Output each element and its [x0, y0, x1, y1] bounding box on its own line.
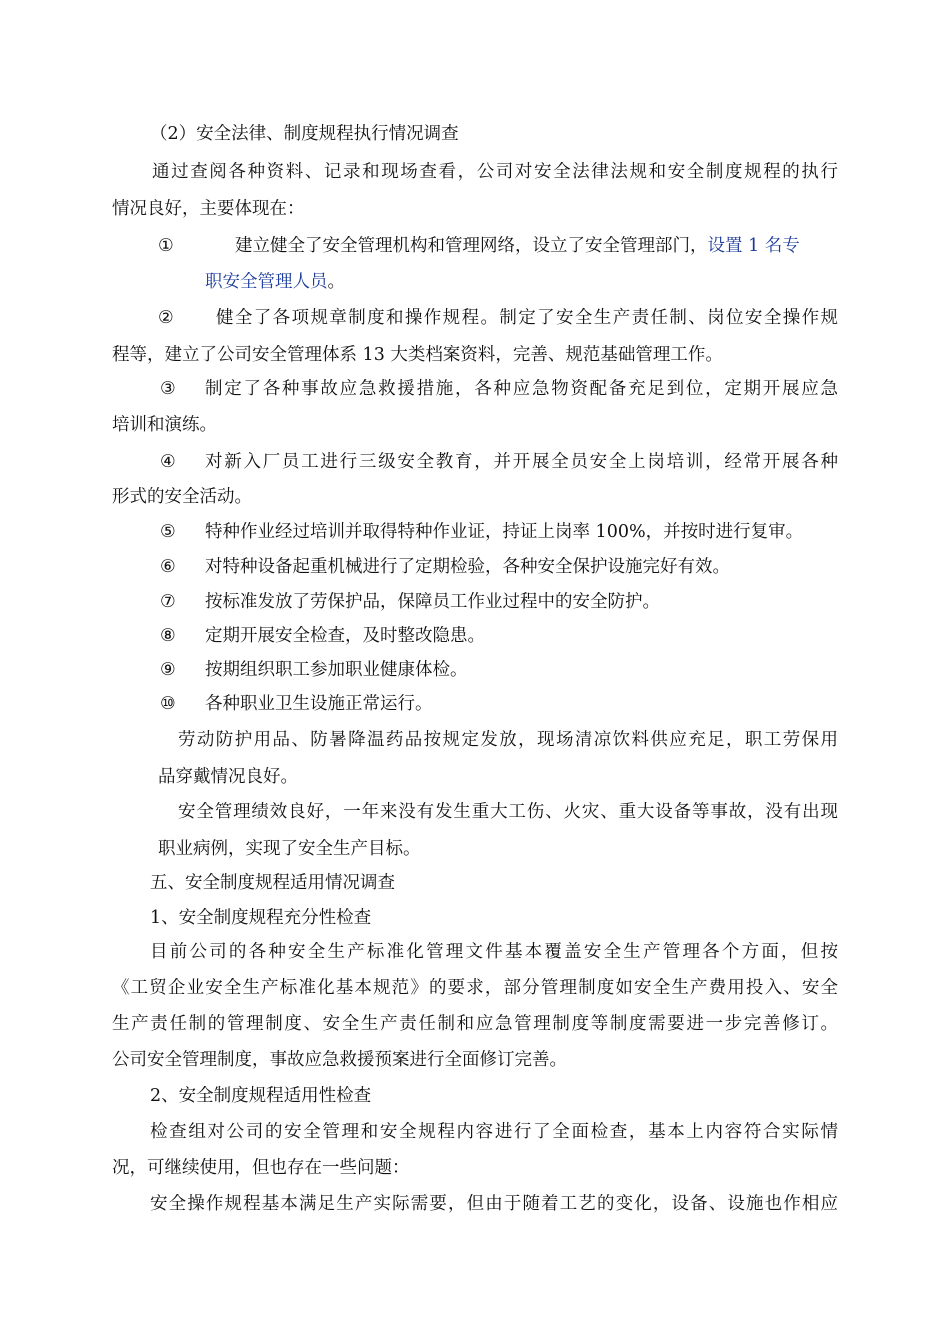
item-2-marker: ② [158, 308, 174, 328]
item-10-line-1: 各种职业卫生设施正常运行。 [205, 694, 433, 714]
item-7-marker: ⑦ [160, 592, 176, 612]
performance-line-1: 安全管理绩效良好，一年来没有发生重大工伤、火灾、重大设备等事故，没有出现 [178, 802, 838, 822]
ppe-line-1: 劳动防护用品、防暑降温药品按规定发放，现场清凉饮料供应充足，职工劳保用 [178, 730, 838, 750]
item-8-line-1: 定期开展安全检查，及时整改隐患。 [205, 626, 485, 646]
ppe-line-2: 品穿戴情况良好。 [158, 767, 298, 787]
item-5-line-1: 特种作业经过培训并取得特种作业证，持证上岗率 100%，并按时进行复审。 [205, 522, 804, 542]
item-1-line-1 [235, 234, 800, 258]
item-5-marker: ⑤ [160, 522, 176, 542]
item-6-marker: ⑥ [160, 557, 176, 577]
item-6-line-1: 对特种设备起重机械进行了定期检验，各种安全保护设施完好有效。 [205, 557, 730, 577]
item-1-marker: ① [158, 236, 174, 256]
item-8-marker: ⑧ [160, 626, 176, 646]
item-4-marker: ④ [160, 452, 176, 472]
intro-line-1: 通过查阅各种资料、记录和现场查看，公司对安全法律法规和安全制度规程的执行 [152, 162, 838, 182]
section-5-1-line-4: 公司安全管理制度，事故应急救援预案进行全面修订完善。 [112, 1050, 567, 1070]
item-2-line-2: 程等，建立了公司安全管理体系 13 大类档案资料，完善、规范基础管理工作。 [112, 345, 723, 365]
section-5-2-line-2: 况，可继续使用，但也存在一些问题： [112, 1158, 410, 1178]
section-5-1-line-1: 目前公司的各种安全生产标准化管理文件基本覆盖安全生产管理各个方面，但按 [150, 942, 838, 962]
item-4-line-1: 对新入厂员工进行三级安全教育，并开展全员安全上岗培训，经常开展各种 [205, 452, 838, 472]
item-1-text: 建立健全了安全管理机构和管理网络，设立了安全管理部门， [235, 236, 708, 256]
item-9-marker: ⑨ [160, 660, 176, 680]
section-5-title: 五、安全制度规程适用情况调查 [150, 873, 395, 893]
intro-line-2: 情况良好，主要体现在： [112, 199, 305, 219]
section-5-1-title: 1、安全制度规程充分性检查 [150, 908, 372, 928]
section-5-1-line-3: 生产责任制的管理制度、安全生产责任制和应急管理制度等制度需要进一步完善修订。 [112, 1014, 838, 1034]
item-3-line-1: 制定了各种事故应急救援措施，各种应急物资配备充足到位，定期开展应急 [205, 379, 838, 399]
performance-line-2: 职业病例，实现了安全生产目标。 [158, 839, 421, 859]
section-5-2-line-1: 检查组对公司的安全管理和安全规程内容进行了全面检查，基本上内容符合实际情 [150, 1122, 838, 1142]
item-1-highlight: 设置 1 名专 [707, 236, 800, 256]
item-1-end: 。 [327, 272, 345, 292]
item-1-line-2 [205, 270, 345, 294]
item-3-line-2: 培训和演练。 [112, 415, 217, 435]
item-9-line-1: 按期组织职工参加职业健康体检。 [205, 660, 468, 680]
item-3-marker: ③ [160, 379, 176, 399]
item-10-marker: ⑩ [160, 694, 176, 714]
section-5-1-line-2: 《工贸企业安全生产标准化基本规范》的要求，部分管理制度如安全生产费用投入、安全 [112, 978, 838, 998]
section-5-2-line-3: 安全操作规程基本满足生产实际需要，但由于随着工艺的变化，设备、设施也作相应 [150, 1194, 838, 1214]
item-4-line-2: 形式的安全活动。 [112, 487, 252, 507]
item-7-line-1: 按标准发放了劳保护品，保障员工作业过程中的安全防护。 [205, 592, 660, 612]
section-5-2-title: 2、安全制度规程适用性检查 [150, 1086, 372, 1106]
item-2-line-1: 健全了各项规章制度和操作规程。制定了安全生产责任制、岗位安全操作规 [216, 308, 838, 328]
item-1-highlight-cont: 职安全管理人员 [205, 272, 328, 292]
section-heading-2: （2）安全法律、制度规程执行情况调查 [150, 124, 459, 144]
